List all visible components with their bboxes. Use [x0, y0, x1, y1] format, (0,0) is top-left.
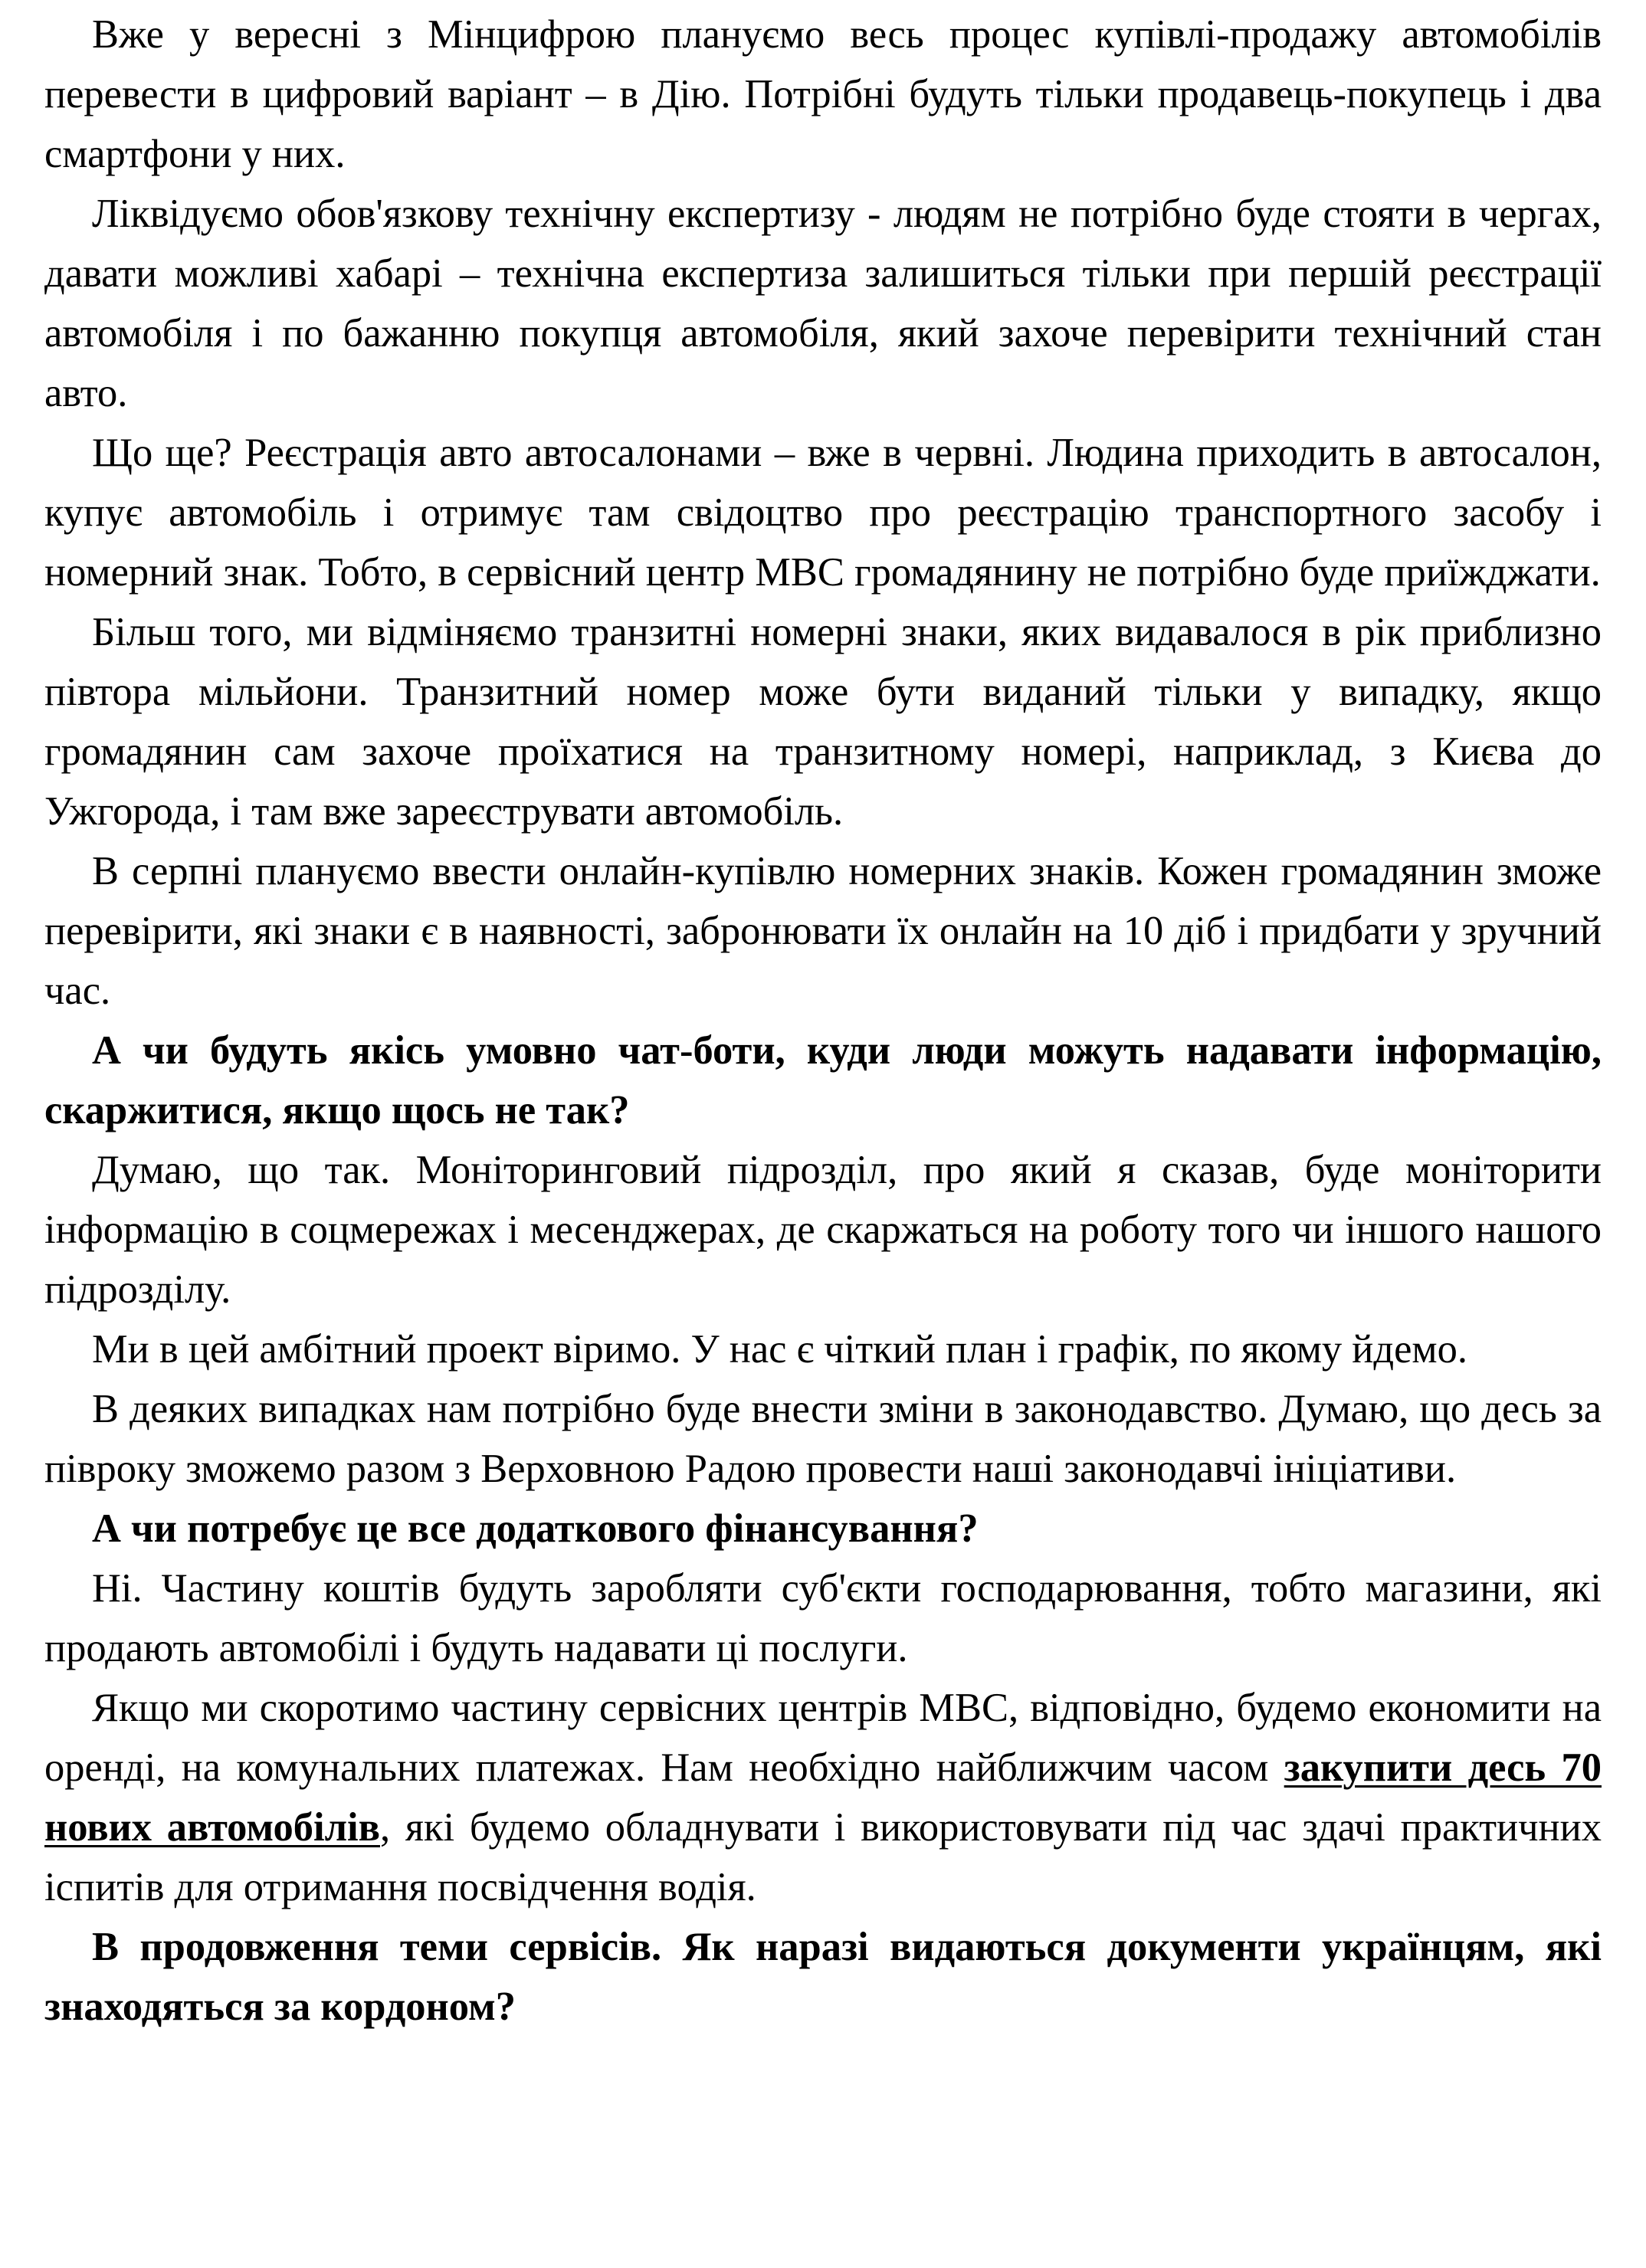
- purchase-vehicles-link[interactable]: закупити десь 70 нових автомобілів: [44, 1745, 1602, 1850]
- answer-paragraph: Ні. Частину коштів будуть заробляти суб'єкти господарювання, тобто магазини, які продають автомобілі і будуть надавати ці послуги.: [44, 1566, 1602, 1670]
- answer-paragraph: Ми в цей амбітний проект віримо. У нас є чіткий план і графік, по якому йдемо.: [92, 1327, 1467, 1372]
- interview-body: [44, 5, 1602, 1678]
- answer-paragraph: В серпні плануємо ввести онлайн-купівлю номерних знаків. Кожен громадянин зможе перевірити, які знаки є в наявності, забронювати їх онлайн на 10 діб і придбати у зручний час.: [44, 849, 1602, 1013]
- question-paragraph: А чи будуть якісь умовно чат-боти, куди люди можуть надавати інформацію, скаржитися, якщо щось не так?: [44, 1028, 1602, 1132]
- answer-paragraph: Більш того, ми відміняємо транзитні номерні знаки, яких видавалося в рік приблизно півтора мільйони. Транзитний номер може бути виданий тільки у випадку, якщо громадянин сам захоче проїхатися на транзитному номері, наприклад, з Києва до Ужгорода, і там вже зареєструвати автомобіль.: [44, 610, 1602, 834]
- question-paragraph: В продовження теми сервісів. Як наразі видаються документи українцям, які знаходяться за кордоном?: [44, 1925, 1602, 2029]
- answer-paragraph: Вже у вересні з Мінцифрою плануємо весь процес купівлі-продажу автомобілів перевести в цифровий варіант – в Дію. Потрібні будуть тільки продавець-покупець і два смартфони у них.: [44, 12, 1602, 176]
- answer-paragraph: В деяких випадках нам потрібно буде внести зміни в законодавство. Думаю, що десь за півроку зможемо разом з Верховною Радою провести наші законодавчі ініціативи.: [44, 1387, 1602, 1491]
- paragraph-vehicle-purchase: [44, 1678, 1602, 1917]
- paragraph-text-before: Якщо ми скоротимо частину сервісних центрів МВС, відповідно, будемо економити на оренді, на комунальних платежах. Нам необхідно найближчим часом: [44, 1686, 1602, 1790]
- answer-paragraph: Ліквідуємо обов'язкову технічну експертизу - людям не потрібно буде стояти в чергах, давати можливі хабарі – технічна експертиза залишиться тільки при першій реєстрації автомобіля і по бажанню покупця автомобіля, який захоче перевірити технічний стан авто.: [44, 192, 1602, 415]
- answer-paragraph: Що ще? Реєстрація авто автосалонами – вже в червні. Людина приходить в автосалон, купує автомобіль і отримує там свідоцтво про реєстрацію транспортного засобу і номерний знак. Тобто, в сервісний центр МВС громадянину не потрібно буде приїжджати.: [44, 431, 1602, 595]
- answer-paragraph: Думаю, що так. Моніторинговий підрозділ, про який я сказав, буде моніторити інформацію в соцмережах і месенджерах, де скаржаться на роботу того чи іншого нашого підрозділу.: [44, 1148, 1602, 1312]
- question-paragraph: А чи потребує це все додаткового фінансування?: [92, 1506, 979, 1551]
- paragraph-text-after: , які будемо обладнувати і використовувати під час здачі практичних іспитів для отримання посвідчення водія.: [44, 1805, 1602, 1909]
